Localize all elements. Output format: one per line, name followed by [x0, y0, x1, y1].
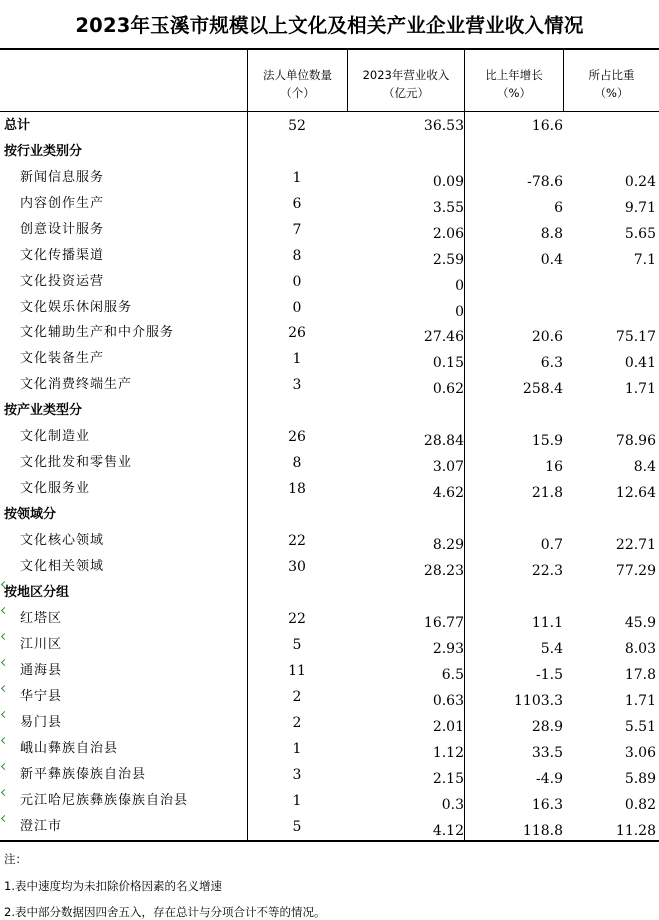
cell-marker-icon	[1, 815, 8, 822]
revenue-cell: 0.15	[432, 355, 464, 371]
table-row	[0, 814, 659, 840]
unit-count-cell: 2	[292, 715, 302, 731]
revenue-cell: 0.09	[432, 174, 464, 190]
header-revenue-line1: 2023年营业收入	[362, 68, 450, 82]
growth-cell: -1.5	[536, 667, 563, 683]
row-label: 通海县	[20, 663, 63, 678]
share-cell: 45.9	[624, 615, 656, 631]
cell-marker-icon	[1, 633, 8, 640]
cell-marker-icon	[1, 685, 8, 692]
unit-count-cell: 1	[292, 170, 302, 186]
note-line: 2.表中部分数据因四舍五入，存在总计与分项合计不等的情况。	[4, 905, 326, 919]
unit-count-cell: 6	[292, 196, 302, 212]
row-label: 峨山彝族自治县	[20, 741, 119, 756]
unit-count-cell: 22	[288, 611, 306, 627]
header-growth-line1: 比上年增长	[485, 68, 543, 82]
growth-cell: 20.6	[531, 329, 563, 345]
unit-count-cell: 0	[292, 274, 302, 290]
notes-heading: 注：	[4, 852, 27, 866]
table-row	[0, 450, 659, 476]
row-label: 文化制造业	[20, 429, 91, 444]
unit-count-cell: 3	[292, 377, 302, 393]
unit-count-cell: 3	[292, 767, 302, 783]
growth-cell: 11.1	[531, 615, 563, 631]
revenue-cell: 28.84	[423, 433, 464, 449]
growth-cell: -4.9	[536, 771, 563, 787]
header-share-line1: 所占比重	[588, 68, 635, 82]
unit-count-cell: 26	[288, 429, 306, 445]
growth-cell: 15.9	[531, 433, 563, 449]
header-unit-count-line2: （个）	[280, 86, 315, 100]
table-row	[0, 424, 659, 450]
table-row	[0, 528, 659, 554]
growth-cell: 6.3	[540, 355, 563, 371]
row-label: 按行业类别分	[4, 144, 83, 159]
revenue-cell: 2.59	[432, 252, 464, 268]
row-label: 文化传播渠道	[20, 248, 105, 263]
row-label: 文化相关领域	[20, 559, 105, 574]
cell-marker-icon	[1, 607, 8, 614]
revenue-cell: 3.55	[432, 200, 464, 216]
row-label: 按地区分组	[4, 585, 70, 600]
row-label: 创意设计服务	[20, 222, 105, 237]
revenue-cell: 4.62	[432, 485, 464, 501]
revenue-cell: 2.01	[432, 719, 464, 735]
share-cell: 0.41	[624, 355, 656, 371]
share-cell: 8.03	[624, 641, 656, 657]
row-label: 文化核心领域	[20, 533, 105, 548]
share-cell: 3.06	[624, 745, 656, 761]
unit-count-cell: 1	[292, 351, 302, 367]
table-row	[0, 684, 659, 710]
share-cell: 77.29	[615, 563, 656, 579]
row-label: 按领域分	[4, 507, 57, 522]
unit-count-cell: 18	[288, 481, 306, 497]
growth-cell: 0.7	[540, 537, 563, 553]
revenue-cell: 2.06	[432, 226, 464, 242]
share-cell: 5.51	[624, 719, 656, 735]
share-cell: 0.82	[624, 797, 656, 813]
table-row	[0, 762, 659, 788]
row-label: 内容创作生产	[20, 196, 105, 211]
table-section-row	[0, 398, 659, 424]
table-row	[0, 269, 659, 295]
growth-cell: 16.6	[531, 118, 563, 134]
share-cell: 17.8	[624, 667, 656, 683]
unit-count-cell: 8	[292, 455, 302, 471]
share-cell: 78.96	[615, 433, 656, 449]
unit-count-cell: 22	[288, 533, 306, 549]
row-label: 文化服务业	[20, 481, 91, 496]
cell-marker-icon	[1, 737, 8, 744]
row-label: 文化批发和零售业	[20, 455, 133, 470]
table-row	[0, 554, 659, 580]
cell-marker-icon	[1, 763, 8, 770]
share-cell: 5.89	[624, 771, 656, 787]
unit-count-cell: 30	[288, 559, 306, 575]
unit-count-cell: 5	[292, 637, 302, 653]
unit-count-cell: 11	[288, 663, 306, 679]
row-label: 总计	[4, 118, 31, 133]
cell-marker-icon	[1, 659, 8, 666]
row-label: 文化辅助生产和中介服务	[20, 325, 175, 340]
growth-cell: 22.3	[531, 563, 563, 579]
unit-count-cell: 0	[292, 300, 302, 316]
unit-count-cell: 2	[292, 689, 302, 705]
growth-cell: 258.4	[522, 381, 563, 397]
revenue-cell: 27.46	[423, 329, 464, 345]
table-section-row	[0, 502, 659, 528]
revenue-cell: 0.62	[432, 381, 464, 397]
table-top-rule	[0, 48, 659, 50]
growth-cell: 0.4	[540, 252, 563, 268]
row-label: 澄江市	[20, 819, 63, 834]
table-row	[0, 243, 659, 269]
share-cell: 75.17	[615, 329, 656, 345]
table-section-row	[0, 113, 659, 139]
table-row	[0, 788, 659, 814]
unit-count-cell: 1	[292, 741, 302, 757]
growth-cell: 5.4	[540, 641, 563, 657]
share-cell: 11.28	[615, 823, 656, 839]
unit-count-cell: 26	[288, 325, 306, 341]
table-row	[0, 710, 659, 736]
header-bottom-rule	[0, 111, 659, 112]
share-cell: 0.24	[624, 174, 656, 190]
note-line: 1.表中速度均为未扣除价格因素的名义增速	[4, 879, 222, 893]
row-label: 江川区	[20, 637, 63, 652]
share-cell: 12.64	[615, 485, 656, 501]
growth-cell: 118.8	[522, 823, 563, 839]
header-revenue	[348, 66, 464, 102]
table-row	[0, 658, 659, 684]
revenue-cell: 8.29	[432, 537, 464, 553]
header-share-line2: （%）	[594, 86, 629, 100]
unit-count-cell: 7	[292, 222, 302, 238]
row-label: 易门县	[20, 715, 63, 730]
growth-cell: 8.8	[540, 226, 563, 242]
revenue-cell: 28.23	[423, 563, 464, 579]
table-row	[0, 632, 659, 658]
table-row	[0, 295, 659, 321]
table-section-row	[0, 139, 659, 165]
share-cell: 8.4	[633, 459, 656, 475]
unit-count-cell: 52	[288, 118, 306, 134]
unit-count-cell: 1	[292, 793, 302, 809]
revenue-cell: 0	[455, 278, 464, 294]
row-label: 新平彝族傣族自治县	[20, 767, 147, 782]
row-label: 元江哈尼族彝族傣族自治县	[20, 793, 189, 808]
share-cell: 7.1	[633, 252, 656, 268]
header-growth-line2: （%）	[497, 86, 531, 100]
cell-marker-icon	[1, 711, 8, 718]
revenue-cell: 36.53	[423, 118, 464, 134]
revenue-cell: 0	[455, 304, 464, 320]
row-label: 新闻信息服务	[20, 170, 105, 185]
revenue-cell: 4.12	[432, 823, 464, 839]
unit-count-cell: 8	[292, 248, 302, 264]
header-unit-count-line1: 法人单位数量	[263, 68, 332, 82]
row-label: 文化投资运营	[20, 274, 105, 289]
share-cell: 5.65	[624, 226, 656, 242]
table-row	[0, 346, 659, 372]
share-cell: 9.71	[624, 200, 656, 216]
table-row	[0, 606, 659, 632]
share-cell: 22.71	[615, 537, 656, 553]
revenue-cell: 0.3	[441, 797, 464, 813]
revenue-cell: 3.07	[432, 459, 464, 475]
growth-cell: 16	[545, 459, 563, 475]
table-row	[0, 476, 659, 502]
growth-cell: 21.8	[531, 485, 563, 501]
header-revenue-line2: （亿元）	[383, 86, 429, 100]
unit-count-cell: 5	[292, 819, 302, 835]
row-label: 红塔区	[20, 611, 63, 626]
page-title: 2023年玉溪市规模以上文化及相关产业企业营业收入情况	[75, 14, 584, 37]
table-row	[0, 736, 659, 762]
revenue-cell: 2.15	[432, 771, 464, 787]
row-label: 按产业类型分	[4, 403, 83, 418]
header-share	[564, 66, 659, 102]
revenue-cell: 1.12	[432, 745, 464, 761]
header-unit-count	[248, 66, 347, 102]
table-row	[0, 320, 659, 346]
cell-marker-icon	[1, 789, 8, 796]
table-row	[0, 372, 659, 398]
table-section-row	[0, 580, 659, 606]
growth-cell: -78.6	[527, 174, 563, 190]
revenue-cell: 16.77	[423, 615, 464, 631]
row-label: 华宁县	[20, 689, 63, 704]
share-cell: 1.71	[624, 381, 656, 397]
growth-cell: 33.5	[531, 745, 563, 761]
table-row	[0, 217, 659, 243]
row-label: 文化消费终端生产	[20, 377, 133, 392]
revenue-cell: 2.93	[432, 641, 464, 657]
growth-cell: 6	[554, 200, 563, 216]
growth-cell: 16.3	[531, 797, 563, 813]
header-growth	[465, 66, 563, 102]
table-row	[0, 165, 659, 191]
revenue-cell: 0.63	[432, 693, 464, 709]
table-row	[0, 191, 659, 217]
share-cell: 1.71	[624, 693, 656, 709]
revenue-cell: 6.5	[441, 667, 464, 683]
row-label: 文化装备生产	[20, 351, 105, 366]
growth-cell: 1103.3	[514, 693, 563, 709]
growth-cell: 28.9	[531, 719, 563, 735]
row-label: 文化娱乐休闲服务	[20, 300, 133, 315]
